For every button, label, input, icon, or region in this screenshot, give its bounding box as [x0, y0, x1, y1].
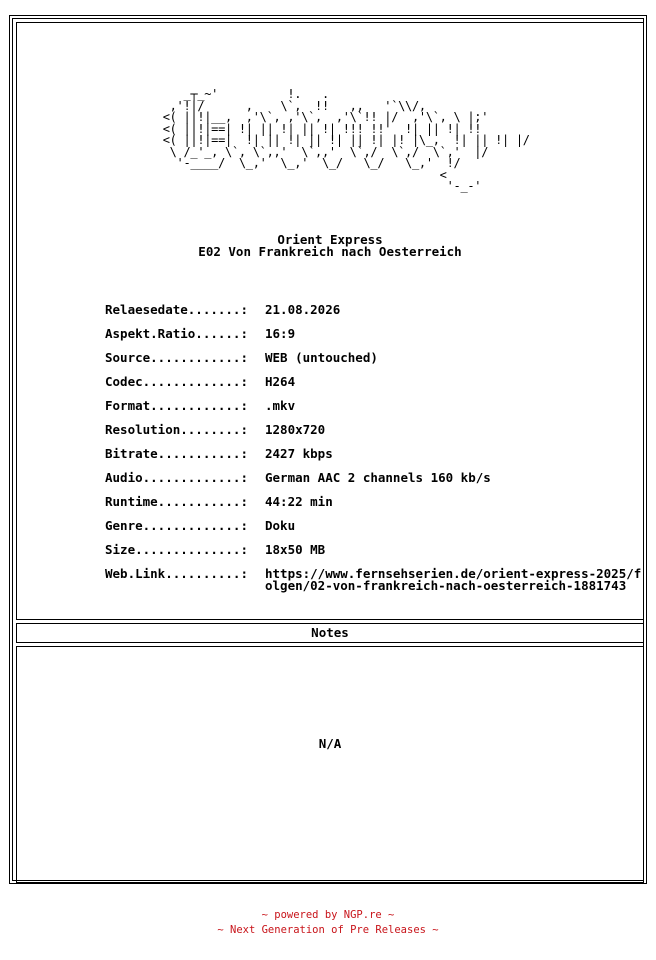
info-label: Source............:	[105, 350, 248, 365]
ascii-logo: _┬_~' !. . ,'!|/ , \`, !! ,, '`\\/, <( ||!|__, ,'\`, ,'\`, ,'\`!! |/ ,'\`, \ |;' <( ||!|==| !| || !| || !| !!! !!' !| || !| !! <( ||!|==| !| || !| || !| || !| |! |\_, !| || !| |/ \ /_'_, \`, \`,,' \`,,' \`,/ \`,/ \`,' |/ '-____/ \_,' \_,' \_/ \_/ \_,' !/ < '-_-'	[162, 87, 530, 193]
info-row-resolution	[105, 424, 645, 448]
info-row-web-link	[105, 568, 645, 592]
nfo-frame	[9, 15, 647, 884]
info-row-format	[105, 400, 645, 424]
info-value: 44:22 min	[265, 494, 333, 509]
info-value: 2427 kbps	[265, 446, 333, 461]
info-row-bitrate	[105, 448, 645, 472]
info-value: 18x50 MB	[265, 542, 326, 557]
notes-section	[16, 646, 644, 883]
info-label: Relaesedate.......:	[105, 302, 248, 317]
info-label: Audio.............:	[105, 470, 248, 485]
notes-text: N/A	[318, 736, 342, 751]
info-row-runtime	[105, 496, 645, 520]
release-title: Orient Express	[277, 232, 383, 247]
info-label: Runtime...........:	[105, 494, 248, 509]
info-value: H264	[265, 374, 296, 389]
info-label: Codec.............:	[105, 374, 248, 389]
footer	[0, 908, 656, 938]
notes-heading-bar	[16, 623, 644, 643]
info-label: Web.Link..........:	[105, 566, 248, 581]
info-row-codec	[105, 376, 645, 400]
info-label: Resolution........:	[105, 422, 248, 437]
release-info-section	[16, 22, 644, 620]
info-value: 16:9	[265, 326, 296, 341]
info-value: .mkv	[265, 398, 296, 413]
nfo-inner-frame	[12, 18, 644, 881]
info-label: Bitrate...........:	[105, 446, 248, 461]
info-label: Genre.............:	[105, 518, 248, 533]
info-label: Format............:	[105, 398, 248, 413]
release-title-block	[17, 234, 643, 258]
notes-heading: Notes	[311, 625, 349, 640]
info-label: Aspekt.Ratio......:	[105, 326, 248, 341]
info-value: WEB (untouched)	[265, 350, 378, 365]
info-value: German AAC 2 channels 160 kb/s	[265, 470, 491, 485]
info-value: Doku	[265, 518, 296, 533]
info-row-size	[105, 544, 645, 568]
info-row-aspect-ratio	[105, 328, 645, 352]
release-episode: E02 Von Frankreich nach Oesterreich	[198, 244, 462, 259]
info-row-genre	[105, 520, 645, 544]
info-value: 21.08.2026	[265, 302, 341, 317]
info-label: Size..............:	[105, 542, 248, 557]
info-row-source	[105, 352, 645, 376]
info-row-releasedate	[105, 304, 645, 328]
info-row-audio	[105, 472, 645, 496]
footer-tagline: ~ Next Generation of Pre Releases ~	[217, 924, 439, 936]
info-table	[105, 304, 645, 592]
web-link[interactable]: https://www.fernsehserien.de/orient-express-2025/folgen/02-von-frankreich-nach-oesterreich-1881743	[265, 566, 642, 593]
info-value: 1280x720	[265, 422, 326, 437]
footer-powered-by: ~ powered by NGP.re ~	[261, 909, 395, 921]
